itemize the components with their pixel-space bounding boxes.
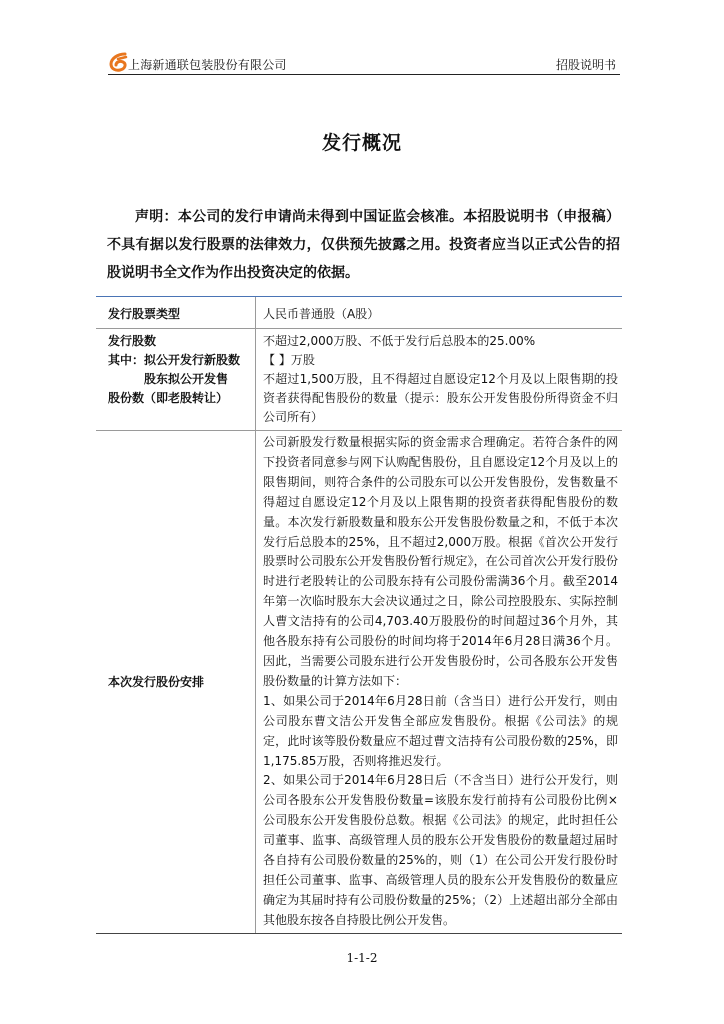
document-type: 招股说明书 [555, 58, 616, 72]
row-value-group [256, 329, 622, 430]
row-label: 本次发行股份安排 [96, 431, 256, 933]
table-row [96, 431, 622, 934]
row-label: 股东拟公开发售 [144, 372, 229, 386]
row-value: 不超过1,500万股，且不得超过自愿设定12个月及以上限售期的投资者获得配售股份的数量（提示：股东公开发售股份所得资金不归公司所有） [263, 372, 618, 424]
page-title: 发行概况 [321, 132, 402, 154]
company-logo-icon [108, 51, 130, 73]
arrangement-paragraph: 公司新股发行数量根据实际的资金需求合理确定。若符合条件的网下投资者同意参与网下认购配售股份，且自愿设定12个月及以上的限售期间，则符合条件的公司股东可以公开发售股份，发售数量不得超过自愿设定12个月及以上限售期的投资者获得配售股份的数量。本次发行新股数量和股东公开发售股份数量之和，不低于本次发行后总股本的25%，且不超过2,000万股。根据《首次公开发行股票时公司股东公开发售股份暂行规定》，在公司首次公开发行股份时进行老股转让的公司股东持有公司股份需满36个月。截至2014年第一次临时股东大会决议通过之日，除公司控股股东、实际控制人曹文洁持有的公司4,703.40万股股份的时间超过36个月外，其他各股东持有公司股份的时间均将于2014年6月28日满36个月。因此，当需要公司股东进行公开发售股份时，公司各股东公开发售股份数量的计算方法如下： [263, 435, 618, 688]
row-label: 股份数（即老股转让） [108, 391, 229, 405]
row-label: 发行股数 [108, 334, 157, 348]
arrangement-paragraph: 2、如果公司于2014年6月28日后（不含当日）进行公开发行，则公司各股东公开发售股份数量=该股东发行前持有公司股份比例×公司股东公开发售股份总数。根据《公司法》的规定，此时担任公司董事、监事、高级管理人员的股东公开发售股份的数量超过届时各自持有公司股份数量的25%的，则（1）在公司公开发行股份时担任公司董事、监事、高级管理人员的股东公开发售股份的数量应确定为其届时持有公司股份数量的25%；（2）上述超出部分全部由其他股东按各自持股比例公开发售。 [263, 773, 618, 927]
row-label-group [96, 329, 256, 430]
table-row [96, 297, 622, 329]
header-rule [108, 74, 620, 75]
arrangement-paragraph: 1、如果公司于2014年6月28日前（含当日）进行公开发行，则由公司股东曹文洁公开发售全部应发售股份。根据《公司法》的规定，此时该等股份数量应不超过曹文洁持有公司股份数的25%，即1,175.85万股，否则将推迟发行。 [263, 693, 618, 768]
row-value: 【 】万股 [263, 353, 315, 367]
row-value: 不超过2,000万股、不低于发行后总股本的25.00% [263, 334, 536, 348]
row-label: 发行股票类型 [96, 297, 256, 328]
disclaimer-statement: 声明：本公司的发行申请尚未得到中国证监会核准。本招股说明书（申报稿）不具有据以发行股票的法律效力，仅供预先披露之用。投资者应当以正式公告的招股说明书全文作为作出投资决定的依据。 [107, 209, 620, 281]
page-header [108, 50, 620, 78]
table-row [96, 329, 622, 431]
row-value: 人民币普通股（A股） [263, 307, 380, 321]
row-value-group [256, 431, 622, 933]
offering-overview-table [96, 296, 622, 934]
company-name: 上海新通联包装股份有限公司 [128, 58, 287, 72]
page-number: 1-1-2 [346, 951, 378, 965]
row-label: 其中：拟公开发行新股数 [108, 353, 241, 367]
